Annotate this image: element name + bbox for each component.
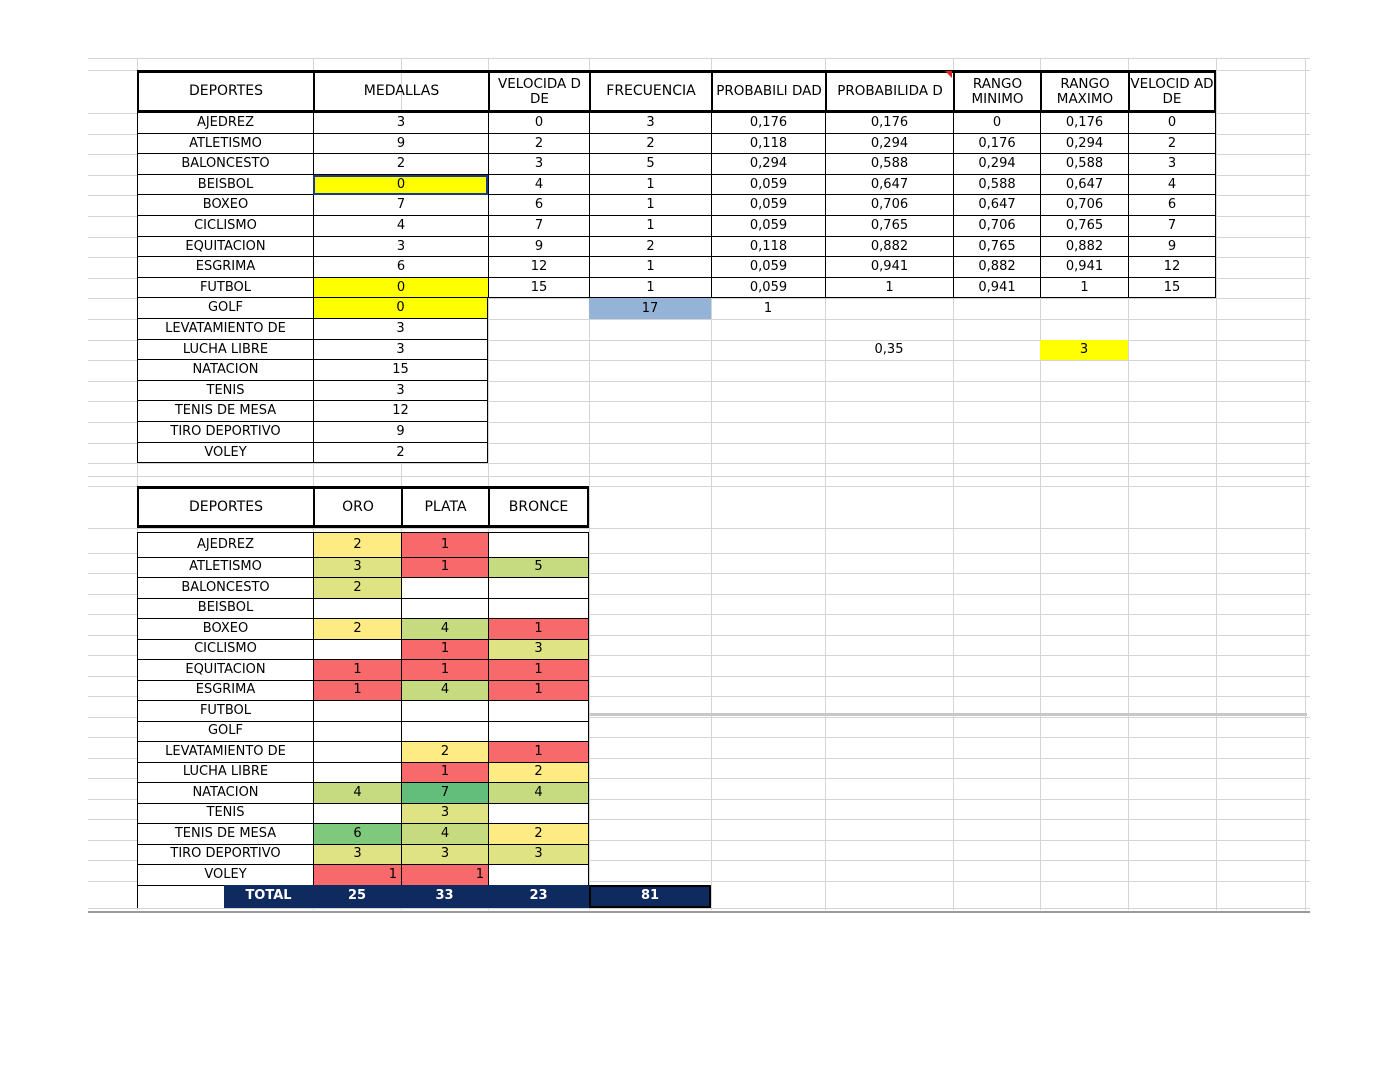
table1-value-cell[interactable]: 0,706 bbox=[825, 195, 953, 216]
table1-value-cell[interactable]: 7 bbox=[313, 195, 488, 216]
table2-medal-cell[interactable]: 3 bbox=[313, 844, 401, 865]
table2-header-2[interactable]: PLATA bbox=[401, 486, 488, 528]
table1-value-cell[interactable]: 6 bbox=[1128, 195, 1216, 216]
table1-value-cell[interactable]: 2 bbox=[1128, 134, 1216, 155]
table1-value-cell[interactable]: 15 bbox=[488, 278, 589, 299]
table2-sport-cell[interactable]: VOLEY bbox=[137, 864, 313, 885]
table2-medal-cell[interactable] bbox=[488, 700, 589, 721]
table2-medal-cell[interactable]: 4 bbox=[401, 618, 488, 639]
table2-medal-cell[interactable] bbox=[401, 598, 488, 619]
table1-value-cell[interactable]: 0,118 bbox=[711, 237, 825, 258]
sheet-bottom-edge bbox=[88, 911, 1310, 913]
table1-value-cell[interactable]: 15 bbox=[313, 360, 488, 381]
table2-medal-cell[interactable]: 1 bbox=[401, 864, 488, 885]
table2-medal-cell[interactable]: 6 bbox=[313, 823, 401, 844]
table1-value-cell[interactable]: 0,647 bbox=[953, 195, 1040, 216]
table1-header-7[interactable]: RANGO MAXIMO bbox=[1040, 70, 1128, 113]
table1-value-cell[interactable]: 0,706 bbox=[953, 216, 1040, 237]
table1-value-cell[interactable]: 0 bbox=[313, 278, 488, 299]
table2-sport-cell[interactable]: BALONCESTO bbox=[137, 577, 313, 598]
table1-value-cell[interactable]: 6 bbox=[488, 195, 589, 216]
table1-value-cell[interactable]: 0,059 bbox=[711, 195, 825, 216]
table1-value-cell[interactable]: 0,941 bbox=[1040, 257, 1128, 278]
table1-value-cell[interactable]: 9 bbox=[1128, 237, 1216, 258]
table2-medal-cell[interactable]: 3 bbox=[401, 803, 488, 824]
table2-medal-cell[interactable] bbox=[401, 700, 488, 721]
probability-total[interactable]: 1 bbox=[763, 300, 773, 316]
table1-sport-cell[interactable]: LUCHA LIBRE bbox=[137, 340, 313, 361]
table2-medal-cell[interactable]: 2 bbox=[313, 577, 401, 598]
table1-value-cell[interactable]: 0,176 bbox=[825, 113, 953, 134]
table1-value-cell[interactable]: 2 bbox=[589, 237, 711, 258]
table1-header-8[interactable]: VELOCID AD DE bbox=[1128, 70, 1216, 113]
table2-medal-cell[interactable]: 2 bbox=[313, 532, 401, 557]
total-value-0[interactable]: 25 bbox=[313, 885, 401, 909]
table2-medal-cell[interactable]: 3 bbox=[488, 844, 589, 865]
table1-sport-cell[interactable]: BALONCESTO bbox=[137, 154, 313, 175]
table1-value-cell[interactable]: 0,294 bbox=[1040, 134, 1128, 155]
table2-medal-cell[interactable]: 2 bbox=[313, 618, 401, 639]
table1-value-cell[interactable]: 0,588 bbox=[825, 154, 953, 175]
table1-value-cell[interactable]: 6 bbox=[313, 257, 488, 278]
table2-medal-cell[interactable]: 1 bbox=[401, 762, 488, 783]
frequency-total[interactable]: 17 bbox=[589, 298, 711, 319]
total-label: TOTAL bbox=[224, 885, 313, 909]
table1-value-cell[interactable]: 4 bbox=[313, 216, 488, 237]
table1-sport-cell[interactable]: GOLF bbox=[137, 298, 313, 319]
table1-value-cell[interactable]: 1 bbox=[1040, 278, 1128, 299]
table1-sport-cell[interactable]: EQUITACION bbox=[137, 237, 313, 258]
table1-value-cell[interactable]: 3 bbox=[313, 113, 488, 134]
gridline-h bbox=[88, 58, 1310, 59]
table1-value-cell[interactable]: 9 bbox=[313, 422, 488, 443]
table2-header-0[interactable]: DEPORTES bbox=[137, 486, 313, 528]
gridline-h bbox=[88, 908, 1310, 909]
table2-medal-cell[interactable] bbox=[488, 803, 589, 824]
table2-medal-cell[interactable]: 1 bbox=[313, 680, 401, 701]
total-value-3[interactable]: 81 bbox=[589, 885, 711, 909]
table2-sport-cell[interactable]: LUCHA LIBRE bbox=[137, 762, 313, 783]
table2-sport-cell[interactable]: TENIS DE MESA bbox=[137, 823, 313, 844]
table1-value-cell[interactable]: 0,941 bbox=[825, 257, 953, 278]
table1-sport-cell[interactable]: LEVATAMIENTO DE bbox=[137, 319, 313, 340]
table1-value-cell[interactable]: 0,118 bbox=[711, 134, 825, 155]
table2-medal-cell[interactable]: 2 bbox=[488, 762, 589, 783]
table2-header-3[interactable]: BRONCE bbox=[488, 486, 589, 528]
table1-header-1[interactable]: MEDALLAS bbox=[313, 70, 488, 113]
table1-value-cell[interactable]: 9 bbox=[488, 237, 589, 258]
table1-value-cell[interactable]: 0 bbox=[488, 113, 589, 134]
table2-medal-cell[interactable] bbox=[488, 864, 589, 885]
total-value-1[interactable]: 33 bbox=[401, 885, 488, 909]
table1-sport-cell[interactable]: CICLISMO bbox=[137, 216, 313, 237]
table1-value-cell[interactable]: 12 bbox=[1128, 257, 1216, 278]
table1-value-cell[interactable]: 2 bbox=[313, 443, 488, 464]
table2-medal-cell[interactable] bbox=[313, 639, 401, 660]
table1-sport-cell[interactable]: BOXEO bbox=[137, 195, 313, 216]
table1-header-6[interactable]: RANGO MINIMO bbox=[953, 70, 1040, 113]
table1-value-cell[interactable]: 0,882 bbox=[1040, 237, 1128, 258]
table2-sport-cell[interactable]: ESGRIMA bbox=[137, 680, 313, 701]
table2-medal-cell[interactable]: 4 bbox=[488, 782, 589, 803]
table1-sport-cell[interactable]: ESGRIMA bbox=[137, 257, 313, 278]
table1-value-cell[interactable]: 1 bbox=[589, 216, 711, 237]
selected-cell[interactable]: 0 bbox=[313, 175, 488, 196]
table2-medal-cell[interactable] bbox=[313, 598, 401, 619]
table1-value-cell[interactable]: 0 bbox=[313, 298, 488, 319]
random-number-cell[interactable]: 0,35 bbox=[874, 342, 904, 358]
table1-value-cell[interactable]: 2 bbox=[488, 134, 589, 155]
table2-medal-cell[interactable] bbox=[313, 803, 401, 824]
table1-value-cell[interactable]: 3 bbox=[313, 340, 488, 361]
table1-sport-cell[interactable]: TENIS DE MESA bbox=[137, 401, 313, 422]
table2-medal-cell[interactable] bbox=[313, 762, 401, 783]
table2-sport-cell[interactable]: GOLF bbox=[137, 721, 313, 742]
table2-medal-cell[interactable]: 7 bbox=[401, 782, 488, 803]
table1-sport-cell[interactable]: TENIS bbox=[137, 381, 313, 402]
table1-value-cell[interactable]: 0,294 bbox=[711, 154, 825, 175]
result-cell[interactable]: 3 bbox=[1040, 340, 1128, 361]
table1-value-cell[interactable]: 0,059 bbox=[711, 278, 825, 299]
table1-sport-cell[interactable]: TIRO DEPORTIVO bbox=[137, 422, 313, 443]
table2-medal-cell[interactable]: 4 bbox=[401, 823, 488, 844]
table1-value-cell[interactable]: 0,706 bbox=[1040, 195, 1128, 216]
table1-sport-cell[interactable]: VOLEY bbox=[137, 443, 313, 464]
table1-value-cell[interactable]: 3 bbox=[313, 319, 488, 340]
table2-medal-cell[interactable]: 1 bbox=[401, 557, 488, 578]
table2-medal-cell[interactable]: 1 bbox=[313, 659, 401, 680]
table2-sport-cell[interactable]: NATACION bbox=[137, 782, 313, 803]
table1-value-cell[interactable]: 3 bbox=[313, 381, 488, 402]
gridline-v bbox=[1216, 58, 1217, 910]
table2-medal-cell[interactable]: 1 bbox=[401, 659, 488, 680]
table1-value-cell[interactable]: 0,765 bbox=[1040, 216, 1128, 237]
table1-value-cell[interactable]: 1 bbox=[825, 278, 953, 299]
table2-medal-cell[interactable] bbox=[488, 598, 589, 619]
table1-value-cell[interactable]: 0,765 bbox=[825, 216, 953, 237]
table2-medal-cell[interactable] bbox=[313, 721, 401, 742]
table2-medal-cell[interactable]: 1 bbox=[488, 659, 589, 680]
table1-header-4[interactable]: PROBABILI DAD bbox=[711, 70, 825, 113]
gridline-h bbox=[88, 463, 1310, 464]
table2-medal-cell[interactable] bbox=[401, 577, 488, 598]
table1-value-cell[interactable]: 0,647 bbox=[1040, 175, 1128, 196]
table1-value-cell[interactable]: 5 bbox=[589, 154, 711, 175]
table2-medal-cell[interactable]: 1 bbox=[488, 680, 589, 701]
table2-medal-cell[interactable]: 1 bbox=[488, 741, 589, 762]
table1-sport-cell[interactable]: BEISBOL bbox=[137, 175, 313, 196]
table1-value-cell[interactable]: 0,059 bbox=[711, 175, 825, 196]
table2-medal-cell[interactable]: 5 bbox=[488, 557, 589, 578]
table2-medal-cell[interactable]: 3 bbox=[313, 557, 401, 578]
table1-value-cell[interactable]: 0,941 bbox=[953, 278, 1040, 299]
table2-medal-cell[interactable] bbox=[488, 577, 589, 598]
table2-medal-cell[interactable]: 3 bbox=[488, 639, 589, 660]
table1-value-cell[interactable]: 2 bbox=[589, 134, 711, 155]
table2-sport-cell[interactable]: LEVATAMIENTO DE bbox=[137, 741, 313, 762]
table1-sport-cell[interactable]: ATLETISMO bbox=[137, 134, 313, 155]
table2-medal-cell[interactable]: 1 bbox=[488, 618, 589, 639]
table1-header-3[interactable]: FRECUENCIA bbox=[589, 70, 711, 113]
table2-sport-cell[interactable]: BEISBOL bbox=[137, 598, 313, 619]
total-row-left-edge bbox=[137, 885, 224, 909]
table1-value-cell[interactable]: 1 bbox=[589, 278, 711, 299]
table2-sport-cell[interactable]: CICLISMO bbox=[137, 639, 313, 660]
table2-sport-cell[interactable]: BOXEO bbox=[137, 618, 313, 639]
table1-value-cell[interactable]: 0,765 bbox=[953, 237, 1040, 258]
table1-value-cell[interactable]: 0,294 bbox=[953, 154, 1040, 175]
comment-indicator-icon bbox=[945, 71, 952, 78]
table1-value-cell[interactable]: 0,882 bbox=[953, 257, 1040, 278]
table2-sport-cell[interactable]: FUTBOL bbox=[137, 700, 313, 721]
table1-value-cell[interactable]: 0,588 bbox=[1040, 154, 1128, 175]
gridline-h bbox=[88, 528, 1310, 529]
table2-sport-cell[interactable]: TIRO DEPORTIVO bbox=[137, 844, 313, 865]
table1-sport-cell[interactable]: AJEDREZ bbox=[137, 113, 313, 134]
table1-sport-cell[interactable]: FUTBOL bbox=[137, 278, 313, 299]
table2-medal-cell[interactable]: 1 bbox=[401, 639, 488, 660]
table1-value-cell[interactable]: 0,176 bbox=[711, 113, 825, 134]
table1-sport-cell[interactable]: NATACION bbox=[137, 360, 313, 381]
gridline-v bbox=[1305, 58, 1306, 910]
table1-value-cell[interactable]: 7 bbox=[488, 216, 589, 237]
table2-medal-cell[interactable]: 1 bbox=[401, 532, 488, 557]
table2-medal-cell[interactable] bbox=[488, 721, 589, 742]
table1-value-cell[interactable]: 0,059 bbox=[711, 216, 825, 237]
table2-sport-cell[interactable]: AJEDREZ bbox=[137, 532, 313, 557]
table1-value-cell[interactable]: 0,882 bbox=[825, 237, 953, 258]
table2-medal-cell[interactable] bbox=[488, 532, 589, 557]
total-value-2[interactable]: 23 bbox=[488, 885, 589, 909]
table1-value-cell[interactable]: 0,059 bbox=[711, 257, 825, 278]
table1-value-cell[interactable]: 3 bbox=[1128, 154, 1216, 175]
table2-medal-cell[interactable]: 2 bbox=[488, 823, 589, 844]
table1-value-cell[interactable]: 4 bbox=[488, 175, 589, 196]
table2-medal-cell[interactable] bbox=[313, 741, 401, 762]
table2-sport-cell[interactable]: EQUITACION bbox=[137, 659, 313, 680]
table1-value-cell[interactable]: 0,176 bbox=[953, 134, 1040, 155]
table1-value-cell[interactable]: 3 bbox=[313, 237, 488, 258]
table1-value-cell[interactable]: 1 bbox=[589, 257, 711, 278]
table1-header-5[interactable]: PROBABILIDA D bbox=[825, 70, 953, 113]
table2-medal-cell[interactable] bbox=[313, 700, 401, 721]
table1-value-cell[interactable]: 1 bbox=[589, 175, 711, 196]
table2-sport-cell[interactable]: ATLETISMO bbox=[137, 557, 313, 578]
table2-header-1[interactable]: ORO bbox=[313, 486, 401, 528]
table2-medal-cell[interactable]: 2 bbox=[401, 741, 488, 762]
gridline-h bbox=[88, 476, 1310, 477]
table1-value-cell[interactable]: 0,176 bbox=[1040, 113, 1128, 134]
table2-medal-cell[interactable]: 4 bbox=[401, 680, 488, 701]
table1-header-0[interactable]: DEPORTES bbox=[137, 70, 313, 113]
table1-value-cell[interactable]: 0,294 bbox=[825, 134, 953, 155]
table1-value-cell[interactable]: 9 bbox=[313, 134, 488, 155]
table2-medal-cell[interactable] bbox=[401, 721, 488, 742]
table2-sport-cell[interactable]: TENIS bbox=[137, 803, 313, 824]
table1-value-cell[interactable]: 0,588 bbox=[953, 175, 1040, 196]
table1-value-cell[interactable]: 3 bbox=[589, 113, 711, 134]
table1-value-cell[interactable]: 12 bbox=[313, 401, 488, 422]
table1-value-cell[interactable]: 0 bbox=[1128, 113, 1216, 134]
table2-medal-cell[interactable]: 1 bbox=[313, 864, 401, 885]
table1-value-cell[interactable]: 7 bbox=[1128, 216, 1216, 237]
table1-value-cell[interactable]: 1 bbox=[589, 195, 711, 216]
table1-header-2[interactable]: VELOCIDA D DE bbox=[488, 70, 589, 113]
table1-value-cell[interactable]: 0,647 bbox=[825, 175, 953, 196]
table1-value-cell[interactable]: 15 bbox=[1128, 278, 1216, 299]
table2-medal-cell[interactable]: 3 bbox=[401, 844, 488, 865]
table2-medal-cell[interactable]: 4 bbox=[313, 782, 401, 803]
table1-value-cell[interactable]: 0 bbox=[953, 113, 1040, 134]
table1-value-cell[interactable]: 12 bbox=[488, 257, 589, 278]
table1-value-cell[interactable]: 2 bbox=[313, 154, 488, 175]
table1-value-cell[interactable]: 4 bbox=[1128, 175, 1216, 196]
table1-value-cell[interactable]: 3 bbox=[488, 154, 589, 175]
